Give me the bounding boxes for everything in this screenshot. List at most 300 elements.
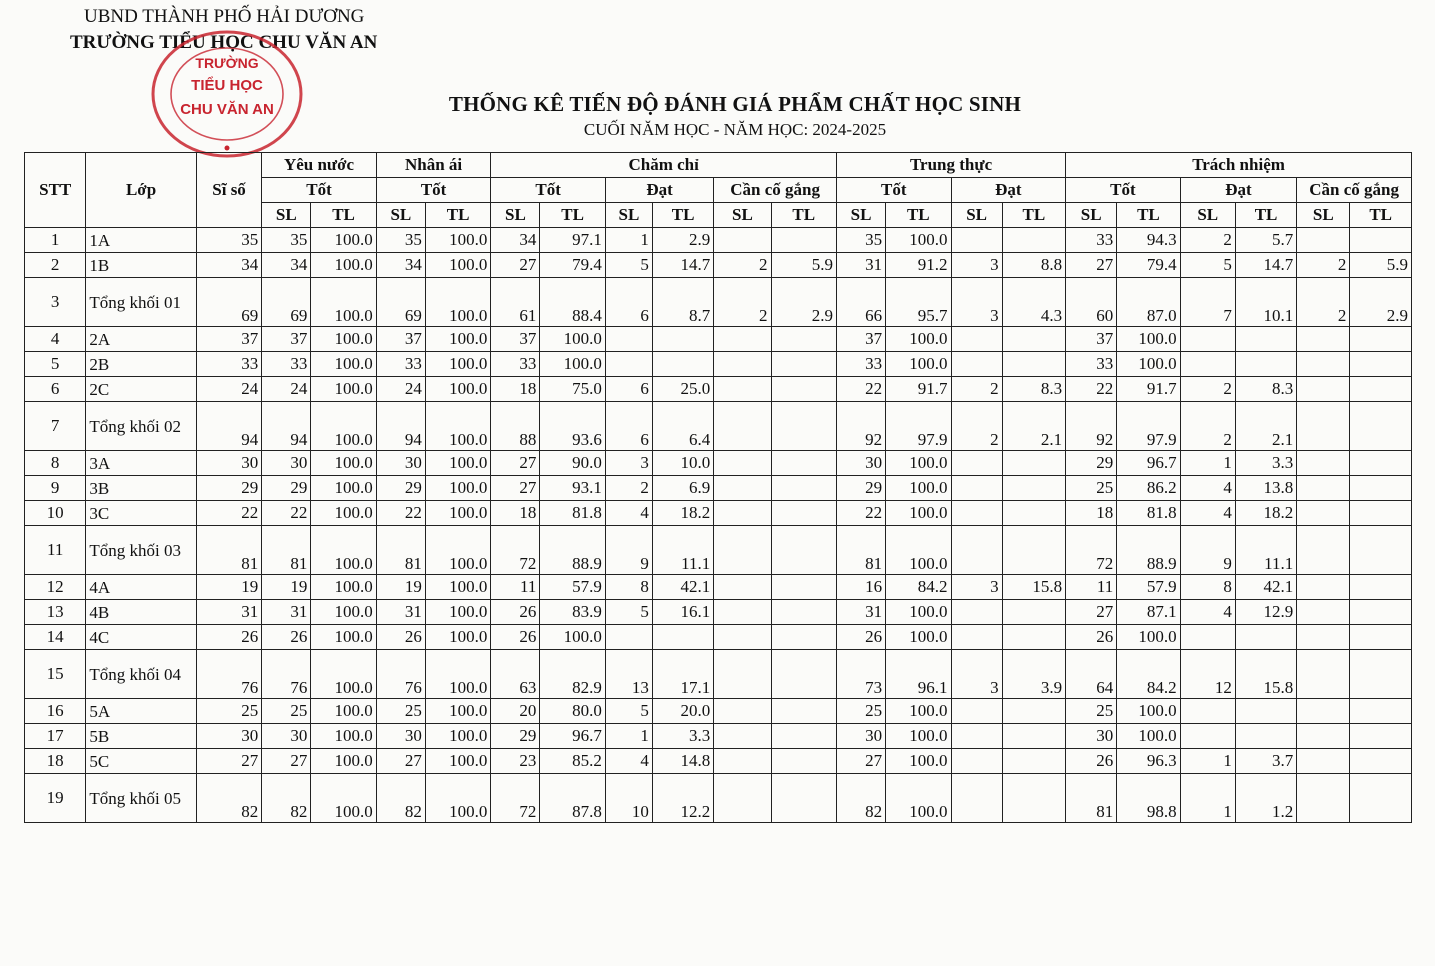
cell-tt-d-sl [951,749,1002,774]
cell-cc-c-tl [771,501,836,526]
cell-yn-tl: 100.0 [311,278,376,327]
cell-tn-t-sl: 11 [1066,575,1117,600]
cell-na-sl: 24 [376,377,425,402]
cell-tn-c-tl [1350,228,1412,253]
cell-cc-c-tl [771,476,836,501]
cell-tn-c-sl [1297,625,1350,650]
cell-cc-t-tl: 100.0 [540,352,605,377]
school-seal-stamp [150,28,304,158]
cell-yn-sl: 27 [262,749,311,774]
cell-tt-t-tl: 97.9 [886,402,951,451]
cell-na-sl: 76 [376,650,425,699]
cell-stt: 4 [25,327,86,352]
cell-tn-d-sl: 2 [1180,402,1235,451]
header-trungthuc: Trung thực [837,153,1066,178]
cell-tt-d-sl [951,501,1002,526]
cell-cc-t-tl: 90.0 [540,451,605,476]
cell-siso: 76 [196,650,261,699]
cell-tt-t-tl: 100.0 [886,228,951,253]
cell-cc-t-sl: 26 [491,600,540,625]
header-sl: SL [1180,203,1235,228]
cell-tn-t-sl: 26 [1066,625,1117,650]
cell-cc-d-tl: 14.8 [652,749,713,774]
cell-tt-t-tl: 100.0 [886,724,951,749]
cell-tn-d-sl: 9 [1180,526,1235,575]
cell-tt-t-sl: 73 [837,650,886,699]
cell-cc-t-tl: 93.6 [540,402,605,451]
cell-yn-sl: 33 [262,352,311,377]
cell-tn-d-tl: 8.3 [1235,377,1296,402]
table-row [25,699,1412,724]
cell-cc-c-sl [714,724,771,749]
cell-cc-t-tl: 100.0 [540,327,605,352]
header-cancogang: Cần cố gắng [1297,178,1412,203]
cell-yn-sl: 22 [262,501,311,526]
cell-na-tl: 100.0 [425,476,490,501]
cell-tn-d-tl: 2.1 [1235,402,1296,451]
cell-lop: 2B [86,352,196,377]
cell-tn-d-sl [1180,699,1235,724]
cell-na-sl: 31 [376,600,425,625]
cell-tn-c-sl [1297,402,1350,451]
cell-tt-t-sl: 31 [837,600,886,625]
cell-tn-d-sl: 8 [1180,575,1235,600]
cell-tt-d-tl [1002,699,1065,724]
cell-na-sl: 94 [376,402,425,451]
cell-cc-d-sl: 6 [605,278,652,327]
cell-tt-d-tl [1002,600,1065,625]
cell-cc-c-sl [714,575,771,600]
cell-tt-t-sl: 81 [837,526,886,575]
cell-tt-t-tl: 91.7 [886,377,951,402]
cell-siso: 29 [196,476,261,501]
cell-tn-c-sl: 2 [1297,253,1350,278]
cell-tn-c-tl [1350,774,1412,823]
cell-stt: 8 [25,451,86,476]
cell-cc-d-tl: 14.7 [652,253,713,278]
cell-na-tl: 100.0 [425,749,490,774]
cell-tn-t-tl: 86.2 [1117,476,1180,501]
cell-tt-d-tl [1002,724,1065,749]
cell-tn-c-tl [1350,724,1412,749]
cell-siso: 82 [196,774,261,823]
cell-stt: 5 [25,352,86,377]
cell-tt-d-sl: 2 [951,377,1002,402]
cell-na-sl: 26 [376,625,425,650]
cell-tn-d-tl: 5.7 [1235,228,1296,253]
cell-yn-tl: 100.0 [311,352,376,377]
cell-tn-d-tl [1235,625,1296,650]
cell-tt-d-sl [951,352,1002,377]
cell-na-tl: 100.0 [425,774,490,823]
table-row [25,724,1412,749]
cell-siso: 34 [196,253,261,278]
cell-lop: 3C [86,501,196,526]
cell-cc-t-tl: 83.9 [540,600,605,625]
cell-na-sl: 30 [376,451,425,476]
cell-tt-d-sl: 3 [951,253,1002,278]
cell-tn-t-sl: 29 [1066,451,1117,476]
cell-na-sl: 19 [376,575,425,600]
cell-yn-sl: 34 [262,253,311,278]
cell-cc-d-tl: 11.1 [652,526,713,575]
cell-tt-t-sl: 22 [837,377,886,402]
cell-cc-d-tl: 8.7 [652,278,713,327]
cell-cc-t-sl: 37 [491,327,540,352]
cell-tn-t-tl: 100.0 [1117,625,1180,650]
cell-na-sl: 25 [376,699,425,724]
cell-tn-t-tl: 98.8 [1117,774,1180,823]
cell-cc-d-tl: 18.2 [652,501,713,526]
cell-cc-c-tl [771,402,836,451]
cell-tn-t-tl: 87.1 [1117,600,1180,625]
cell-tn-t-tl: 79.4 [1117,253,1180,278]
cell-tt-d-sl: 2 [951,402,1002,451]
cell-tt-t-sl: 82 [837,774,886,823]
cell-cc-d-sl: 5 [605,600,652,625]
cell-stt: 10 [25,501,86,526]
cell-cc-d-tl [652,352,713,377]
cell-tn-c-tl [1350,327,1412,352]
header-tl: TL [311,203,376,228]
table-row [25,278,1412,327]
cell-tn-d-tl [1235,699,1296,724]
cell-tn-t-tl: 84.2 [1117,650,1180,699]
cell-tt-d-tl: 4.3 [1002,278,1065,327]
cell-tt-d-sl: 3 [951,650,1002,699]
cell-lop: Tổng khối 02 [86,402,196,451]
cell-tn-c-tl [1350,650,1412,699]
cell-stt: 1 [25,228,86,253]
cell-tn-t-tl: 91.7 [1117,377,1180,402]
cell-stt: 9 [25,476,86,501]
cell-na-tl: 100.0 [425,575,490,600]
cell-siso: 33 [196,352,261,377]
cell-yn-tl: 100.0 [311,625,376,650]
cell-tn-t-sl: 26 [1066,749,1117,774]
seal-line-3: CHU VĂN AN [180,101,274,118]
cell-lop: 2A [86,327,196,352]
cell-cc-d-sl: 3 [605,451,652,476]
cell-tt-t-sl: 31 [837,253,886,278]
seal-line-2: TIỂU HỌC [191,77,263,94]
cell-lop: 3A [86,451,196,476]
header-tot: Tốt [376,178,491,203]
cell-tn-c-tl [1350,451,1412,476]
cell-siso: 94 [196,402,261,451]
cell-siso: 35 [196,228,261,253]
cell-na-sl: 22 [376,501,425,526]
cell-cc-c-tl [771,625,836,650]
header-tl: TL [540,203,605,228]
cell-tn-t-tl: 57.9 [1117,575,1180,600]
cell-cc-t-sl: 88 [491,402,540,451]
header-tl: TL [1235,203,1296,228]
cell-siso: 30 [196,451,261,476]
cell-cc-t-sl: 27 [491,253,540,278]
cell-tt-t-sl: 26 [837,625,886,650]
cell-siso: 30 [196,724,261,749]
cell-cc-d-tl [652,625,713,650]
header-dat: Đạt [1180,178,1297,203]
cell-tn-t-sl: 81 [1066,774,1117,823]
cell-yn-tl: 100.0 [311,650,376,699]
cell-cc-d-tl: 6.9 [652,476,713,501]
header-dat: Đạt [605,178,713,203]
cell-tn-t-tl: 100.0 [1117,699,1180,724]
cell-tn-d-tl [1235,352,1296,377]
cell-lop: Tổng khối 05 [86,774,196,823]
cell-tn-c-tl [1350,402,1412,451]
cell-cc-c-sl [714,327,771,352]
header-tl: TL [1350,203,1412,228]
cell-cc-c-sl [714,650,771,699]
table-row [25,476,1412,501]
cell-na-tl: 100.0 [425,600,490,625]
table-row [25,253,1412,278]
cell-tn-c-sl: 2 [1297,278,1350,327]
cell-tn-t-tl: 81.8 [1117,501,1180,526]
cell-tn-c-tl [1350,501,1412,526]
table-row [25,774,1412,823]
cell-cc-d-tl: 25.0 [652,377,713,402]
cell-tn-d-tl: 42.1 [1235,575,1296,600]
cell-yn-tl: 100.0 [311,526,376,575]
cell-tn-d-tl: 3.3 [1235,451,1296,476]
cell-tn-c-tl [1350,575,1412,600]
header-tl: TL [886,203,951,228]
cell-tn-c-sl [1297,476,1350,501]
table-row [25,600,1412,625]
table-row [25,650,1412,699]
cell-cc-d-sl: 6 [605,377,652,402]
cell-tn-t-tl: 94.3 [1117,228,1180,253]
header-lop: Lớp [86,153,196,228]
cell-yn-tl: 100.0 [311,600,376,625]
cell-stt: 17 [25,724,86,749]
cell-na-sl: 37 [376,327,425,352]
cell-tn-t-tl: 87.0 [1117,278,1180,327]
cell-lop: 4C [86,625,196,650]
table-row [25,327,1412,352]
cell-tt-t-sl: 22 [837,501,886,526]
cell-cc-d-tl: 17.1 [652,650,713,699]
header-tl: TL [652,203,713,228]
cell-yn-sl: 19 [262,575,311,600]
cell-stt: 14 [25,625,86,650]
cell-lop: 3B [86,476,196,501]
cell-siso: 69 [196,278,261,327]
cell-yn-tl: 100.0 [311,228,376,253]
cell-cc-d-tl: 3.3 [652,724,713,749]
cell-tn-t-sl: 33 [1066,352,1117,377]
cell-yn-sl: 82 [262,774,311,823]
cell-tn-c-sl [1297,699,1350,724]
cell-tn-d-sl: 7 [1180,278,1235,327]
cell-tn-t-sl: 33 [1066,228,1117,253]
cell-cc-t-tl: 81.8 [540,501,605,526]
cell-tn-c-sl [1297,377,1350,402]
cell-stt: 2 [25,253,86,278]
cell-lop: 2C [86,377,196,402]
cell-tt-d-sl [951,699,1002,724]
cell-tt-t-tl: 100.0 [886,749,951,774]
cell-tt-d-tl [1002,451,1065,476]
cell-yn-tl: 100.0 [311,749,376,774]
cell-cc-t-tl: 88.9 [540,526,605,575]
cell-tt-d-sl [951,625,1002,650]
cell-tn-c-tl [1350,625,1412,650]
cell-cc-c-tl [771,575,836,600]
cell-tn-t-sl: 30 [1066,724,1117,749]
cell-tt-d-sl [951,451,1002,476]
cell-na-tl: 100.0 [425,228,490,253]
cell-tn-d-sl: 12 [1180,650,1235,699]
cell-yn-tl: 100.0 [311,575,376,600]
cell-tt-t-sl: 66 [837,278,886,327]
cell-cc-c-sl [714,352,771,377]
cell-na-tl: 100.0 [425,352,490,377]
cell-siso: 24 [196,377,261,402]
cell-lop: Tổng khối 01 [86,278,196,327]
cell-tn-t-tl: 96.7 [1117,451,1180,476]
cell-na-tl: 100.0 [425,451,490,476]
cell-yn-tl: 100.0 [311,501,376,526]
cell-yn-sl: 81 [262,526,311,575]
cell-cc-t-sl: 61 [491,278,540,327]
cell-cc-t-tl: 96.7 [540,724,605,749]
cell-cc-t-sl: 27 [491,451,540,476]
cell-na-tl: 100.0 [425,625,490,650]
cell-tn-c-sl [1297,526,1350,575]
cell-tt-d-tl [1002,501,1065,526]
cell-lop: Tổng khối 03 [86,526,196,575]
cell-tn-c-sl [1297,774,1350,823]
cell-tt-t-tl: 84.2 [886,575,951,600]
cell-tn-d-sl [1180,327,1235,352]
cell-cc-c-tl [771,749,836,774]
cell-tn-c-sl [1297,352,1350,377]
header-siso: Sĩ số [196,153,261,228]
cell-cc-c-sl [714,774,771,823]
cell-na-sl: 81 [376,526,425,575]
cell-cc-t-sl: 26 [491,625,540,650]
cell-tt-t-sl: 33 [837,352,886,377]
header-sl: SL [714,203,771,228]
cell-tn-d-sl: 1 [1180,451,1235,476]
cell-tt-t-tl: 100.0 [886,526,951,575]
cell-yn-tl: 100.0 [311,402,376,451]
cell-cc-c-tl [771,699,836,724]
header-trachnhiem: Trách nhiệm [1066,153,1412,178]
cell-cc-c-tl [771,377,836,402]
cell-cc-t-tl: 97.1 [540,228,605,253]
cell-cc-c-sl [714,526,771,575]
cell-tn-d-tl: 3.7 [1235,749,1296,774]
cell-tn-c-sl [1297,600,1350,625]
cell-stt: 13 [25,600,86,625]
cell-tt-t-tl: 96.1 [886,650,951,699]
header-sl: SL [1066,203,1117,228]
cell-lop: 4B [86,600,196,625]
cell-cc-d-sl: 8 [605,575,652,600]
cell-tn-c-sl [1297,451,1350,476]
cell-tt-t-tl: 100.0 [886,451,951,476]
cell-tn-t-tl: 97.9 [1117,402,1180,451]
cell-tn-d-tl: 1.2 [1235,774,1296,823]
header-nhanai: Nhân ái [376,153,491,178]
cell-lop: 4A [86,575,196,600]
cell-tn-c-tl [1350,600,1412,625]
cell-tn-d-sl: 1 [1180,774,1235,823]
cell-cc-c-sl: 2 [714,278,771,327]
cell-tn-c-tl [1350,476,1412,501]
cell-tt-t-tl: 100.0 [886,600,951,625]
report-title [340,92,1130,140]
header-tot: Tốt [262,178,377,203]
cell-siso: 31 [196,600,261,625]
cell-tn-d-sl: 4 [1180,501,1235,526]
cell-tn-c-tl: 2.9 [1350,278,1412,327]
cell-cc-t-sl: 11 [491,575,540,600]
cell-cc-d-tl: 10.0 [652,451,713,476]
cell-yn-sl: 94 [262,402,311,451]
table-row [25,501,1412,526]
cell-cc-c-tl [771,327,836,352]
cell-tt-t-tl: 95.7 [886,278,951,327]
cell-cc-t-tl: 85.2 [540,749,605,774]
cell-tt-t-tl: 100.0 [886,774,951,823]
cell-cc-d-sl [605,625,652,650]
cell-cc-d-sl: 4 [605,749,652,774]
cell-tt-t-tl: 91.2 [886,253,951,278]
cell-yn-sl: 29 [262,476,311,501]
cell-tt-d-sl [951,476,1002,501]
cell-tt-d-sl [951,327,1002,352]
cell-na-sl: 27 [376,749,425,774]
seal-line-1: TRƯỜNG [195,55,259,71]
cell-tn-c-sl [1297,749,1350,774]
cell-cc-c-sl [714,699,771,724]
header-sl: SL [262,203,311,228]
cell-na-tl: 100.0 [425,650,490,699]
cell-tt-t-tl: 100.0 [886,327,951,352]
cell-tn-t-sl: 37 [1066,327,1117,352]
cell-yn-sl: 69 [262,278,311,327]
cell-cc-t-tl: 57.9 [540,575,605,600]
cell-cc-t-sl: 72 [491,526,540,575]
table-row [25,625,1412,650]
cell-tn-d-tl [1235,724,1296,749]
school-name: TRƯỜNG TIỂU HỌC CHU VĂN AN [70,32,378,53]
cell-tn-d-tl: 11.1 [1235,526,1296,575]
cell-lop: 5A [86,699,196,724]
cell-na-tl: 100.0 [425,526,490,575]
cell-tn-c-sl [1297,228,1350,253]
cell-cc-d-sl: 10 [605,774,652,823]
table-row [25,526,1412,575]
cell-yn-sl: 24 [262,377,311,402]
header-tl: TL [1002,203,1065,228]
cell-na-tl: 100.0 [425,699,490,724]
header-sl: SL [837,203,886,228]
cell-tt-t-sl: 27 [837,749,886,774]
cell-cc-d-sl [605,352,652,377]
cell-tt-d-tl [1002,774,1065,823]
cell-stt: 7 [25,402,86,451]
cell-cc-c-sl [714,377,771,402]
cell-stt: 11 [25,526,86,575]
